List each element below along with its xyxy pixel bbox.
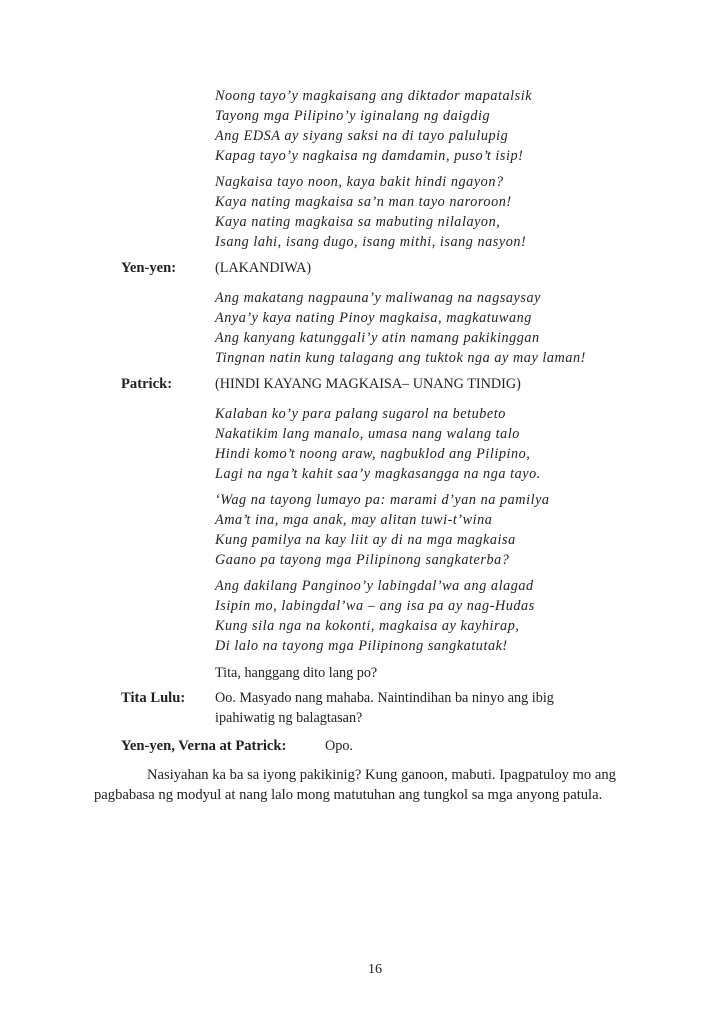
speaker-label: Yen-yen, Verna at Patrick: xyxy=(121,738,287,754)
verse-line: Kaya nating magkaisa sa mabuting nilalayon, xyxy=(215,214,501,230)
verse-line: Noong tayo’y magkaisang ang diktador mapatalsik xyxy=(215,88,533,104)
closing-paragraph-line: pagbabasa ng modyul at nang lalo mong matutuhan ang tungkol sa mga anyong patula. xyxy=(94,787,603,803)
verse-line: Di lalo na tayong mga Pilipinong sangkatutak! xyxy=(215,638,508,654)
speaker-label: Tita Lulu: xyxy=(121,690,186,706)
verse-line: Ang makatang nagpauna’y maliwanag na nagsaysay xyxy=(215,290,541,306)
verse-line: Gaano pa tayong mga Pilipinong sangkaterba? xyxy=(215,552,510,568)
verse-line: Kalaban ko’y para palang sugarol na betubeto xyxy=(215,406,506,422)
verse-line: Kapag tayo’y nagkaisa ng damdamin, puso’t isip! xyxy=(215,148,524,164)
verse-line: Lagi na nga’t kahit saa’y magkasangga na nga tayo. xyxy=(215,466,541,482)
verse-line: ‘Wag na tayong lumayo pa: marami d’yan na pamilya xyxy=(215,492,550,508)
verse-line: Ang EDSA ay siyang saksi na di tayo palulupig xyxy=(215,128,509,144)
verse-line: Kung pamilya na kay liit ay di na mga magkaisa xyxy=(215,532,516,548)
verse-line: Kaya nating magkaisa sa’n man tayo naroroon! xyxy=(215,194,512,210)
verse-line: Tayong mga Pilipino’y iginalang ng daigdig xyxy=(215,108,491,124)
verse-line: Kung sila nga na kokonti, magkaisa ay kayhirap, xyxy=(215,618,520,634)
dialogue-line: ipahiwatig ng balagtasan? xyxy=(215,710,363,726)
verse-line: Nagkaisa tayo noon, kaya bakit hindi ngayon? xyxy=(215,174,504,190)
verse-line: Ang dakilang Panginoo’y labingdal’wa ang alagad xyxy=(215,578,534,594)
dialogue-line: Oo. Masyado nang mahaba. Naintindihan ba ninyo ang ibig xyxy=(215,690,554,706)
stage-cue: (HINDI KAYANG MAGKAISA– UNANG TINDIG) xyxy=(215,376,521,392)
verse-line: Tingnan natin kung talagang ang tuktok nga ay may laman! xyxy=(215,350,586,366)
page-number: 16 xyxy=(368,962,382,977)
dialogue-line: Opo. xyxy=(325,738,353,754)
verse-line: Isipin mo, labingdal’wa – ang isa pa ay nag-Hudas xyxy=(215,598,535,614)
stage-cue: (LAKANDIWA) xyxy=(215,260,312,276)
verse-line: Ama’t ina, mga anak, may alitan tuwi-t’wina xyxy=(215,512,493,528)
speaker-label: Patrick: xyxy=(121,376,173,392)
verse-line: Nakatikim lang manalo, umasa nang walang talo xyxy=(215,426,520,442)
verse-line: Anya’y kaya nating Pinoy magkaisa, magkatuwang xyxy=(215,310,532,326)
closing-paragraph-line: Nasiyahan ka ba sa iyong pakikinig? Kung ganoon, mabuti. Ipagpatuloy mo ang xyxy=(147,767,616,783)
dialogue-line: Tita, hanggang dito lang po? xyxy=(215,665,378,681)
verse-line: Isang lahi, isang dugo, isang mithi, isang nasyon! xyxy=(215,234,527,250)
verse-line: Ang kanyang katunggali’y atin namang pakikinggan xyxy=(215,330,540,346)
speaker-label: Yen-yen: xyxy=(121,260,177,276)
verse-line: Hindi komo’t noong araw, nagbuklod ang Pilipino, xyxy=(215,446,531,462)
